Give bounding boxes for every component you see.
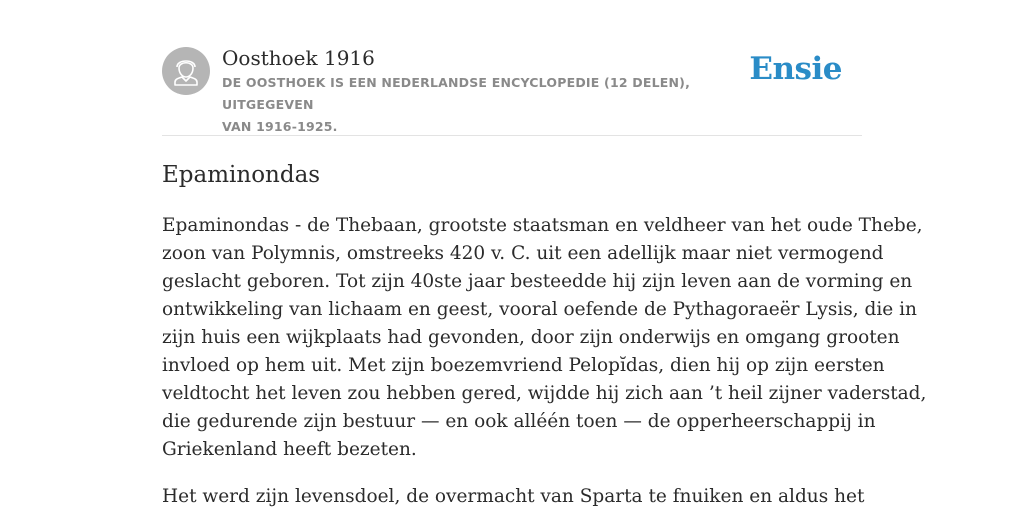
source-header [162,46,862,134]
source-description-line: VAN 1916-1925. [222,119,338,134]
text-line: veldtocht het leven zou hebben gered, wijdde hij zich aan ’t heil zijner vaderstad, [162,383,927,404]
header-divider [162,135,862,136]
text-line: Het werd zijn levensdoel, de overmacht van Sparta te fnuiken en aldus het [162,486,865,507]
text-line: Griekenland heeft bezeten. [162,439,417,460]
article-paragraph [162,483,865,511]
article-body [162,212,927,512]
ensie-logo[interactable]: Ensie [749,51,842,87]
text-line: ontwikkeling van lichaam en geest, vooral oefende de Pythagoraeër Lysis, die in [162,299,917,320]
text-line: die gedurende zijn bestuur — en ook alléén toen — de opperheerschappij in [162,411,876,432]
source-title[interactable]: Oosthoek 1916 [222,46,375,70]
text-line: zoon van Polymnis, omstreeks 420 v. C. uit een adellijk maar niet vermogend [162,243,884,264]
text-line: zijn huis een wijkplaats had gevonden, door zijn onderwijs en omgang grooten [162,327,900,348]
user-avatar-icon[interactable] [162,47,210,95]
text-line: Epaminondas - de Thebaan, grootste staatsman en veldheer van het oude Thebe, [162,215,923,236]
source-description-line: DE OOSTHOEK IS EEN NEDERLANDSE ENCYCLOPEDIE (12 DELEN), UITGEGEVEN [222,75,691,112]
source-description [222,72,762,138]
text-line: geslacht geboren. Tot zijn 40ste jaar besteedde hij zijn leven aan de vorming en [162,271,913,292]
text-line: invloed op hem uit. Met zijn boezemvriend Pelopĭdas, dien hij op zijn eersten [162,355,885,376]
article-paragraph [162,212,927,464]
article-title: Epaminondas [162,162,321,188]
